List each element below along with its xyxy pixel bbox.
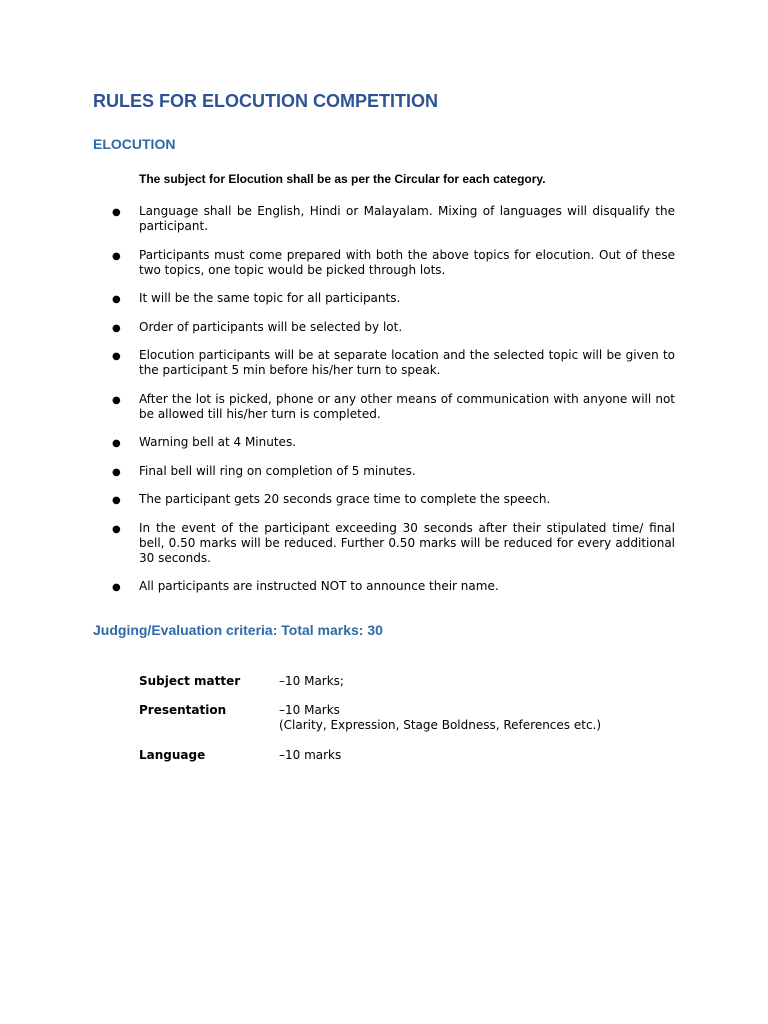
bullet-icon: ● (112, 495, 121, 506)
rule-text: The participant gets 20 seconds grace time to complete the speech. (139, 492, 551, 506)
bullet-icon: ● (112, 322, 121, 334)
bullet-icon: ● (112, 394, 121, 406)
criteria-name: Presentation (139, 703, 227, 717)
rule-item (112, 492, 675, 507)
bullet-icon: ● (112, 250, 121, 262)
bullet-icon: ● (112, 582, 121, 593)
rule-item (112, 392, 675, 422)
criteria-marks: –10 Marks (279, 703, 340, 717)
rule-item (112, 579, 675, 594)
bullet-icon: ● (112, 351, 121, 362)
rule-text: Order of participants will be selected by lot. (139, 319, 403, 334)
criteria-marks: –10 Marks; (279, 674, 344, 688)
criteria-name: Language (139, 748, 206, 762)
rule-text: In the event of the participant exceeding 30 seconds after their stipulated time/ final bell, 0.50 marks will be reduced. Further 0.50 marks will be reduced for every additional 30 seconds. (139, 520, 675, 565)
rules-list (112, 204, 675, 608)
rule-item (112, 204, 675, 234)
bullet-icon: ● (112, 466, 121, 478)
intro-text: The subject for Elocution shall be as per the Circular for each category. (139, 172, 546, 186)
bullet-icon: ● (112, 523, 121, 535)
criteria-note: (Clarity, Expression, Stage Boldness, References etc.) (279, 718, 602, 732)
rule-item (112, 464, 675, 479)
judging-heading: Judging/Evaluation criteria: Total marks: 30 (93, 622, 383, 638)
criteria-marks: –10 marks (279, 748, 342, 762)
bullet-icon: ● (112, 294, 121, 305)
rule-item (112, 348, 675, 378)
rule-text: All participants are instructed NOT to announce their name. (139, 579, 499, 593)
section-heading-elocution: ELOCUTION (93, 136, 176, 152)
rule-text: It will be the same topic for all participants. (139, 291, 401, 305)
bullet-icon: ● (112, 207, 121, 218)
rule-text: Participants must come prepared with both the above topics for elocution. Out of these two topics, one topic would be picked through lots. (139, 247, 675, 277)
document-title: RULES FOR ELOCUTION COMPETITION (93, 91, 438, 111)
rule-text: Final bell will ring on completion of 5 minutes. (139, 463, 416, 478)
rule-text: Warning bell at 4 Minutes. (139, 435, 297, 449)
rule-text: Elocution participants will be at separate location and the selected topic will be given to the participant 5 min before his/her turn to speak. (139, 348, 675, 377)
rule-item (112, 248, 675, 278)
bullet-icon: ● (112, 438, 121, 449)
rule-item (112, 435, 675, 450)
criteria-name: Subject matter (139, 674, 241, 688)
rule-item (112, 320, 675, 335)
rule-item (112, 521, 675, 566)
rule-item (112, 291, 675, 306)
rule-text: After the lot is picked, phone or any other means of communication with anyone will not be allowed till his/her turn is completed. (139, 391, 675, 421)
rule-text: Language shall be English, Hindi or Malayalam. Mixing of languages will disqualify the participant. (139, 204, 675, 233)
